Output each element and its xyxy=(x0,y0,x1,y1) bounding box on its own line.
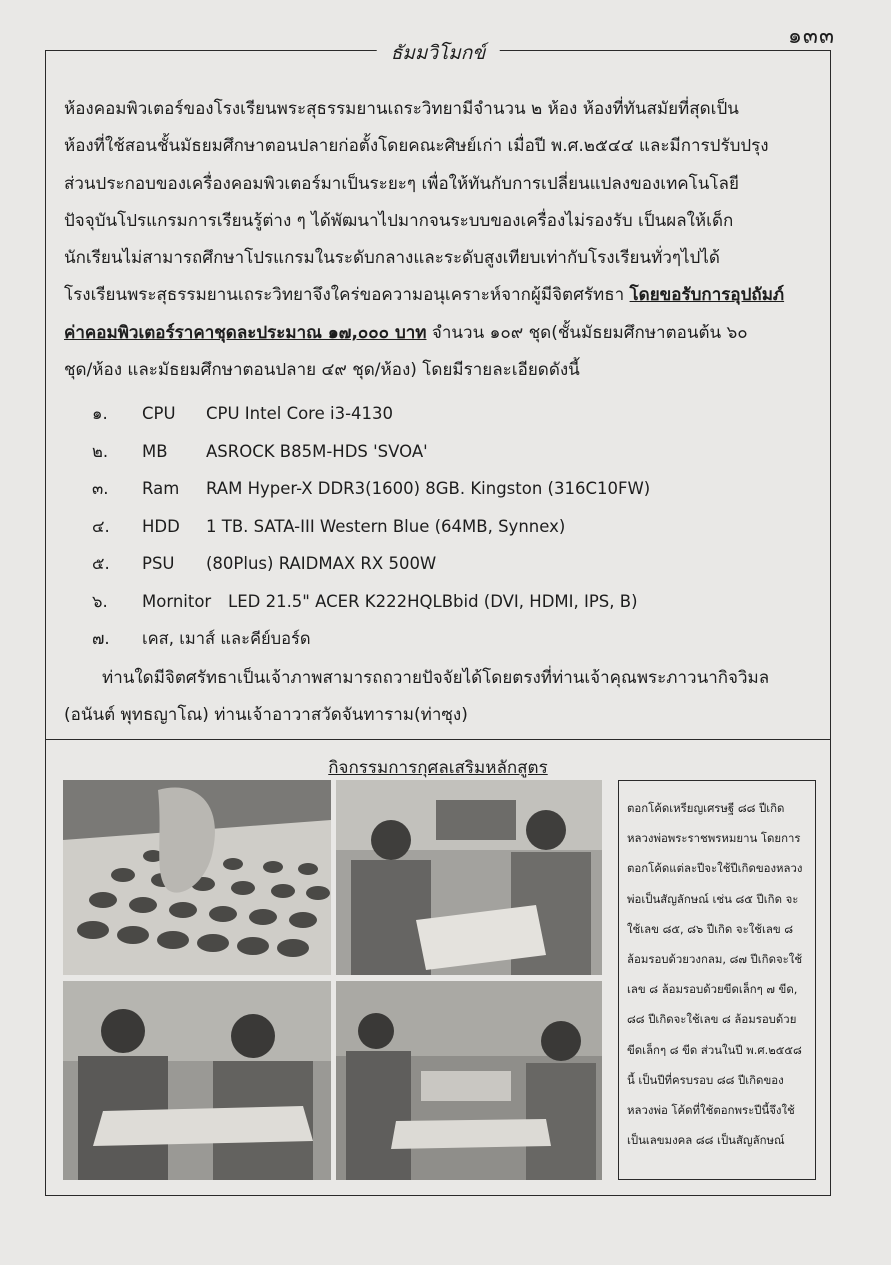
request-line-3: ชุด/ห้อง และมัธยมศึกษาตอนปลาย ๔๙ ชุด/ห้อง) โดยมีรายละเอียดดังนี้ xyxy=(64,360,580,381)
coin-stamping-photo xyxy=(63,780,331,975)
spec-item xyxy=(64,620,814,658)
intro-line: ปัจจุบันโปรแกรมการเรียนรู้ต่าง ๆ ได้พัฒนาไปมากจนระบบของเครื่องไม่รองรับ เป็นผลให้เด็ก xyxy=(64,210,734,231)
table-activity-photo-1 xyxy=(63,981,331,1180)
spec-desc: (80Plus) RAIDMAX RX 500W xyxy=(206,554,437,574)
spec-list xyxy=(64,395,814,658)
request-highlight-2: ค่าคอมพิวเตอร์ราคาชุดละประมาณ ๑๗,๐๐๐ บาท xyxy=(64,322,427,343)
closing-line: (อนันต์ พุทธญาโณ) ท่านเจ้าอาวาสวัดจันทาราม(ท่าซุง) xyxy=(64,705,468,726)
spec-desc: เคส, เมาส์ และคีย์บอร์ด xyxy=(142,629,311,649)
activity-title: กิจกรรมการกุศลเสริมหลักสูตร xyxy=(328,758,548,778)
spec-item xyxy=(64,583,814,621)
closing-text xyxy=(64,660,814,735)
intro-line: ส่วนประกอบของเครื่องคอมพิวเตอร์มาเป็นระยะๆ เพื่อให้ทันกับการเปลี่ยนแปลงของเทคโนโลยี xyxy=(64,173,739,194)
table-activity-photo-2 xyxy=(336,981,602,1180)
spec-number: ๗. xyxy=(92,629,110,649)
intro-line: ห้องคอมพิวเตอร์ของโรงเรียนพระสุธรรมยานเถระวิทยามีจำนวน ๒ ห้อง ห้องที่ทันสมัยที่สุดเป็น xyxy=(64,99,739,119)
spec-label: Mornitor xyxy=(142,591,212,611)
request-line-2 xyxy=(64,315,814,352)
spec-number: ๕. xyxy=(92,554,110,574)
spec-desc: LED 21.5" ACER K222HQLBbid (DVI, HDMI, IPS, B) xyxy=(228,591,638,611)
spec-number: ๔. xyxy=(92,516,110,536)
appeal-box xyxy=(45,42,831,740)
intro-line: ห้องที่ใช้สอนชั้นมัธยมศึกษาตอนปลายก่อตั้งโดยคณะศิษย์เก่า เมื่อปี พ.ศ.๒๕๔๔ และมีการปรับปรุง xyxy=(64,136,769,157)
request-prefix: โรงเรียนพระสุธรรมยานเถระวิทยาจึงใคร่ขอความอนุเคราะห์จากผู้มีจิตศรัทธา xyxy=(64,285,630,306)
spec-desc: RAM Hyper-X DDR3(1600) 8GB. Kingston (316C10FW) xyxy=(206,479,651,499)
spec-desc: 1 TB. SATA-III Western Blue (64MB, Synnex) xyxy=(206,516,566,536)
spec-label: MB xyxy=(142,441,168,461)
closing-line: ท่านใดมีจิตศรัทธาเป็นเจ้าภาพสามารถถวายปัจจัยได้โดยตรงที่ท่านเจ้าคุณพระภาวนากิจวิมล xyxy=(102,667,770,688)
spec-item xyxy=(64,545,814,583)
spec-item xyxy=(64,395,814,433)
page-number: ๑๓๓ xyxy=(787,24,835,49)
box-title: ธัมมวิโมกข์ xyxy=(377,38,500,68)
request-highlight-1: โดยขอรับการอุปถัมภ์ xyxy=(629,285,785,306)
spec-label: Ram xyxy=(142,479,180,499)
spec-number: ๑. xyxy=(92,404,108,424)
spec-label: PSU xyxy=(142,554,175,574)
spec-desc: ASROCK B85M-HDS 'SVOA' xyxy=(206,441,428,461)
spec-item xyxy=(64,508,814,546)
appeal-body xyxy=(64,91,814,734)
spec-item xyxy=(64,470,814,508)
spec-label: HDD xyxy=(142,516,180,536)
spec-item xyxy=(64,433,814,471)
spec-number: ๖. xyxy=(92,591,108,611)
stamping-activity-photo xyxy=(336,780,602,975)
caption-box: ตอกโค้ดเหรียญเศรษฐี ๘๘ ปีเกิดหลวงพ่อพระราชพรหมยาน โดยการตอกโค้ดแต่ละปีจะใช้ปีเกิดของหลวงพ่อเป็นสัญลักษณ์ เช่น ๘๕ ปีเกิด จะใช้เลข ๘๕, ๘๖ ปีเกิด จะใช้เลข ๘ ล้อมรอบด้วยวงกลม, ๘๗ ปีเกิดจะใช้เลข ๘ ล้อมรอบด้วยขีดเล็กๆ ๗ ขีด, ๘๘ ปีเกิดจะใช้เลข ๘ ล้อมรอบด้วยขีดเล็กๆ ๘ ขีด ส่วนในปี พ.ศ.๒๕๕๘ นี้ เป็นปีที่ครบรอบ ๘๘ ปีเกิดของหลวงพ่อ โค้ดที่ใช้ตอกพระปีนี้จึงใช้เป็นเลขมงคล ๘๘ เป็นสัญลักษณ์ xyxy=(618,780,816,1180)
spec-number: ๓. xyxy=(92,479,109,499)
request-line xyxy=(64,277,814,314)
spec-desc: CPU Intel Core i3-4130 xyxy=(206,404,394,424)
spec-number: ๒. xyxy=(92,441,109,461)
request-suffix: จำนวน ๑๐๙ ชุด(ชั้นมัธยมศึกษาตอนต้น ๖๐ xyxy=(426,322,748,343)
spec-label: CPU xyxy=(142,404,176,424)
intro-line: นักเรียนไม่สามารถศึกษาโปรแกรมในระดับกลางและระดับสูงเทียบเท่ากับโรงเรียนทั่วๆไปได้ xyxy=(64,248,720,269)
activity-box xyxy=(45,740,831,1196)
